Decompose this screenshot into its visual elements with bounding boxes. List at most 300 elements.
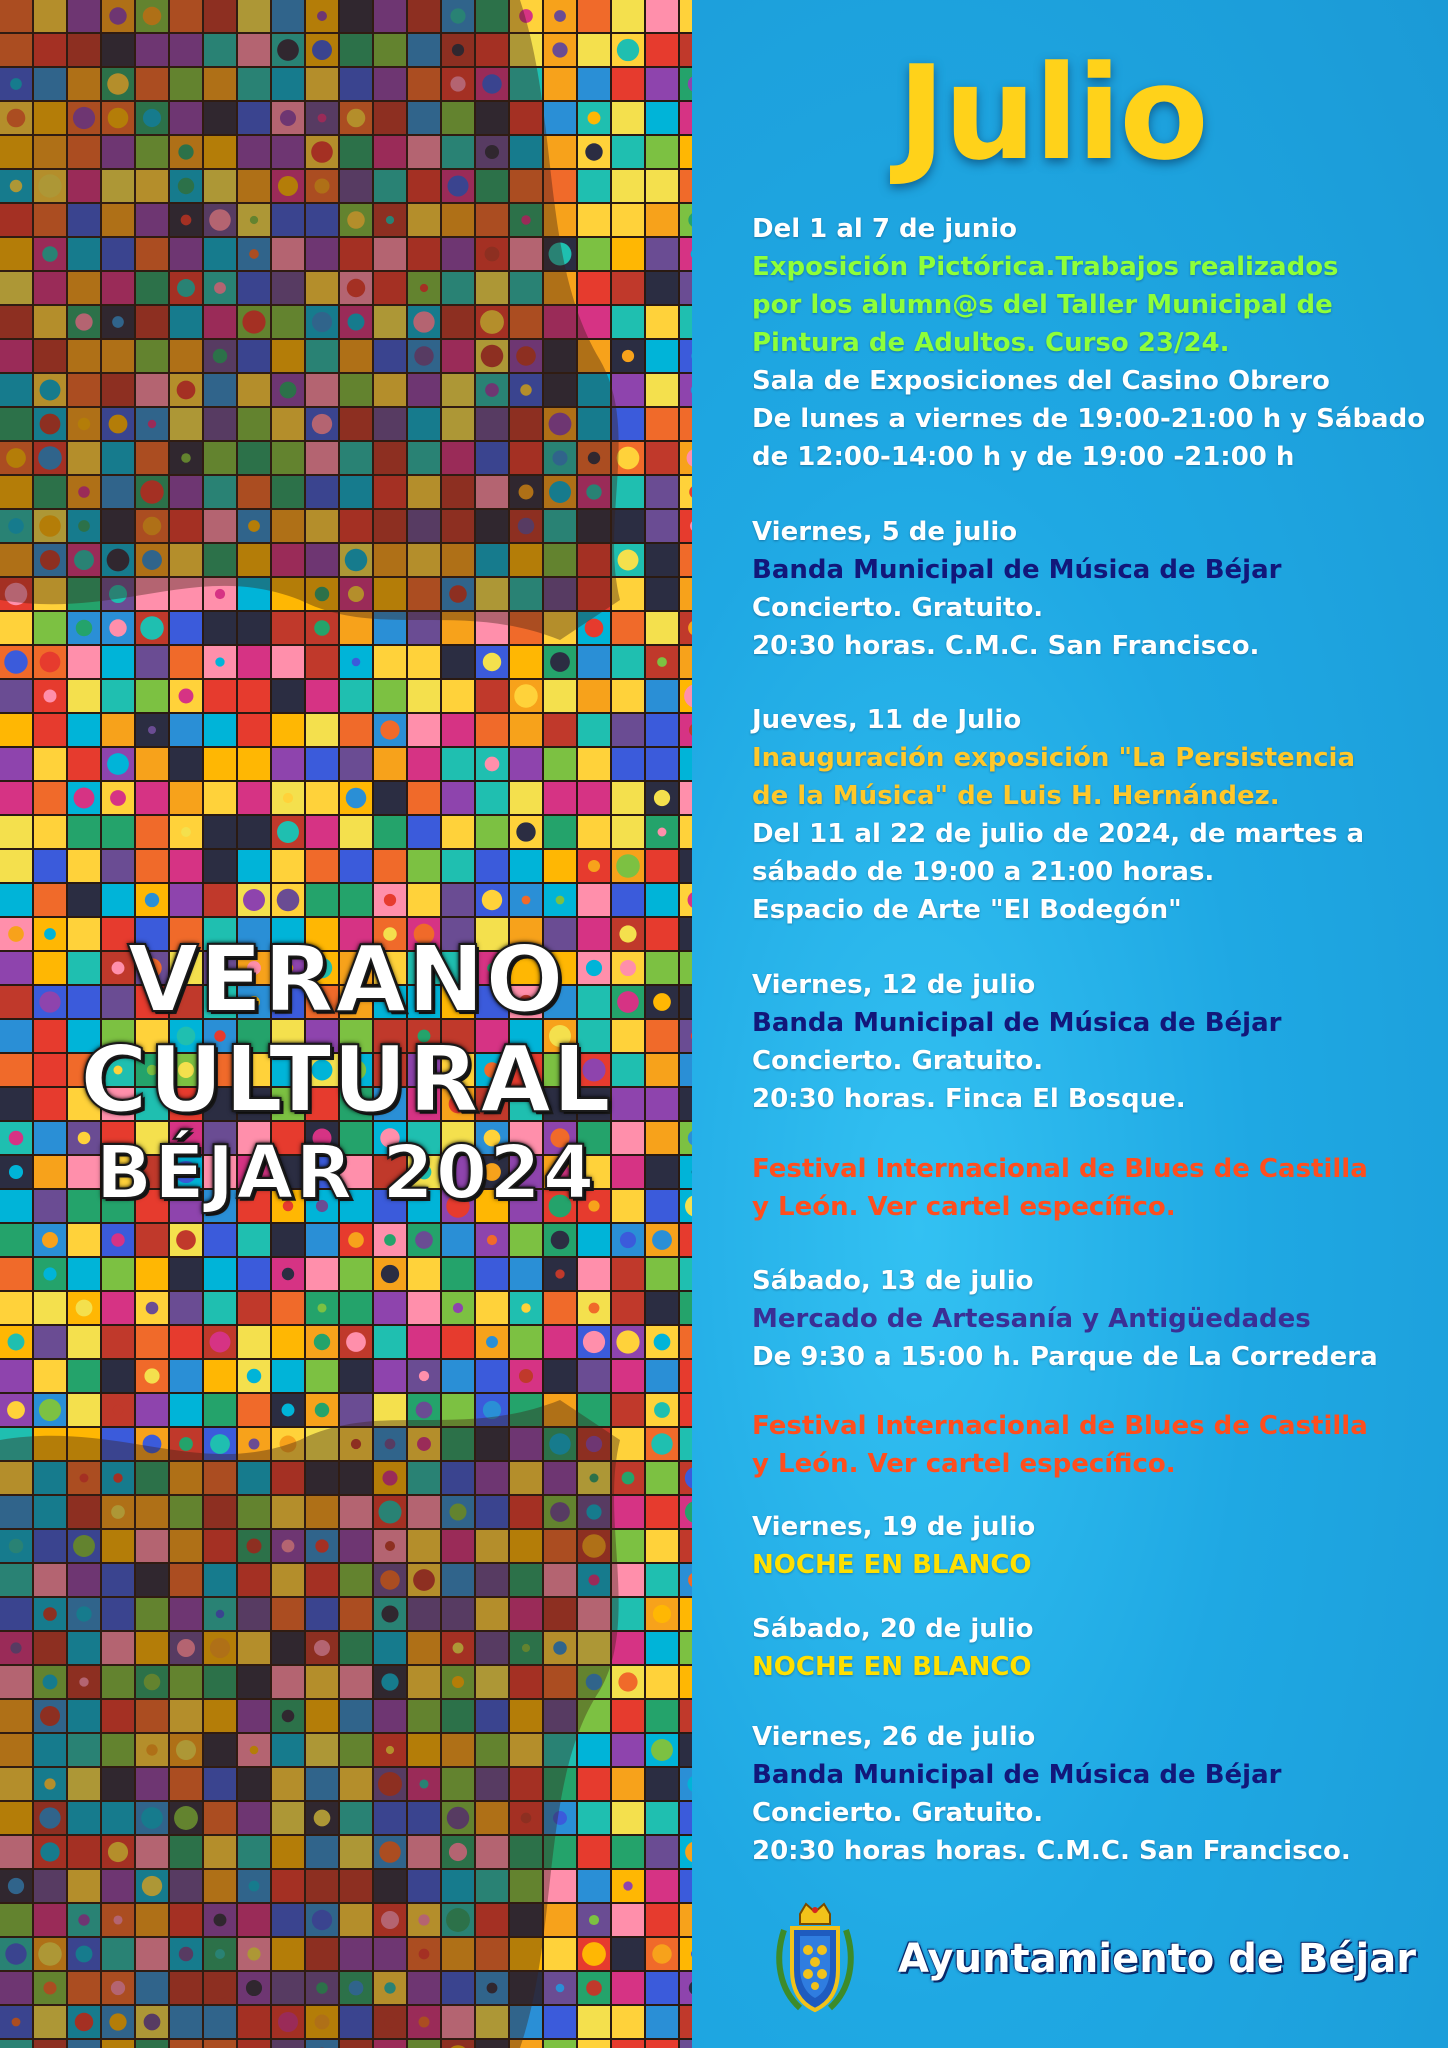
mosaic-dot xyxy=(550,652,570,672)
mosaic-tile xyxy=(646,408,678,440)
mosaic-tile xyxy=(408,850,440,882)
mosaic-tile xyxy=(68,1394,100,1426)
mosaic-tile xyxy=(238,1394,270,1426)
event-line: Sábado, 20 de julio xyxy=(752,1614,1034,1644)
mosaic-tile xyxy=(238,1326,270,1358)
mosaic-tile xyxy=(612,1836,644,1868)
mosaic-tile xyxy=(578,1768,610,1800)
mosaic-tile xyxy=(34,1360,66,1392)
mosaic-dot xyxy=(654,1334,671,1351)
mosaic-tile xyxy=(34,1326,66,1358)
mosaic-tile xyxy=(646,0,678,32)
event-line: Concierto. Gratuito. xyxy=(752,1046,1044,1076)
mosaic-tile xyxy=(646,1768,678,1800)
mosaic-tile xyxy=(646,476,678,508)
mosaic-dot xyxy=(210,1332,231,1353)
mosaic-tile xyxy=(680,1530,692,1562)
mosaic-tile xyxy=(680,2040,692,2048)
mosaic-dot xyxy=(76,620,92,636)
mosaic-tile xyxy=(0,1258,32,1290)
mosaic-tile xyxy=(646,1700,678,1732)
mosaic-tile xyxy=(204,1258,236,1290)
mosaic-tile xyxy=(680,1802,692,1834)
mosaic-dot xyxy=(419,1371,429,1381)
mosaic-tile xyxy=(476,1360,508,1392)
mosaic-dot xyxy=(109,721,128,740)
mosaic-dot xyxy=(109,619,126,636)
mosaic-tile xyxy=(646,850,678,882)
mosaic-dot xyxy=(176,1230,196,1250)
mosaic-tile xyxy=(306,884,338,916)
mosaic-tile xyxy=(578,816,610,848)
mosaic-dot xyxy=(415,1231,433,1249)
mosaic-tile xyxy=(272,714,304,746)
mosaic-tile xyxy=(680,1292,692,1324)
mosaic-dot xyxy=(618,550,639,571)
mosaic-tile xyxy=(646,442,678,474)
mosaic-dot xyxy=(8,1334,25,1351)
mosaic-tile xyxy=(442,816,474,848)
mosaic-tile xyxy=(646,170,678,202)
mosaic-tile xyxy=(544,1938,576,1970)
event-banda-26-julio xyxy=(752,1718,1442,1870)
mosaic-tile xyxy=(34,850,66,882)
mosaic-tile xyxy=(578,680,610,712)
event-line: Espacio de Arte "El Bodegón" xyxy=(752,895,1182,925)
mosaic-tile xyxy=(374,748,406,780)
mosaic-tile xyxy=(680,1598,692,1630)
event-line: Sala de Exposiciones del Casino Obrero xyxy=(752,366,1330,396)
mosaic-tile xyxy=(680,306,692,338)
mosaic-dot xyxy=(589,1303,600,1314)
event-line: Exposición Pictórica.Trabajos realizados xyxy=(752,252,1339,282)
mosaic-tile xyxy=(578,748,610,780)
mosaic-tile xyxy=(646,1530,678,1562)
mosaic-tile xyxy=(680,0,692,32)
mosaic-tile xyxy=(612,1904,644,1936)
mosaic-tile xyxy=(476,782,508,814)
mosaic-tile xyxy=(170,850,202,882)
mosaic-dot xyxy=(652,1944,671,1963)
mosaic-tile xyxy=(544,1904,576,1936)
mosaic-dot xyxy=(282,1404,295,1417)
mosaic-tile xyxy=(612,2040,644,2048)
mosaic-tile xyxy=(0,1224,32,1256)
mosaic-tile xyxy=(578,714,610,746)
mosaic-dot xyxy=(623,1881,632,1890)
mosaic-dot xyxy=(551,1231,570,1250)
mosaic-dot xyxy=(519,1369,533,1383)
mosaic-tile xyxy=(204,816,236,848)
mosaic-dot xyxy=(148,726,156,734)
event-line: Del 11 al 22 de julio de 2024, de martes a xyxy=(752,819,1365,849)
mosaic-dot xyxy=(588,112,601,125)
event-line: Inauguración exposición "La Persistencia xyxy=(752,743,1356,773)
mosaic-tile xyxy=(612,170,644,202)
mosaic-tile xyxy=(544,2040,576,2048)
bejar-coat-of-arms-icon xyxy=(770,1900,860,2020)
mosaic-tile xyxy=(646,1666,678,1698)
mosaic-tile xyxy=(510,1326,542,1358)
mosaic-tile xyxy=(680,782,692,814)
mosaic-dot xyxy=(107,753,129,775)
mosaic-tile xyxy=(680,272,692,304)
mosaic-dot xyxy=(555,79,564,88)
mosaic-tile xyxy=(306,646,338,678)
event-line: 20:30 horas. C.M.C. San Francisco. xyxy=(752,631,1260,661)
mosaic-tile xyxy=(680,34,692,66)
event-line: Viernes, 19 de julio xyxy=(752,1512,1036,1542)
mosaic-dot xyxy=(243,889,265,911)
mosaic-tile xyxy=(680,374,692,406)
mosaic-tile xyxy=(68,816,100,848)
mosaic-dot xyxy=(210,1434,230,1454)
mosaic-tile xyxy=(340,816,372,848)
mosaic-tile xyxy=(204,1360,236,1392)
mosaic-tile xyxy=(170,1394,202,1426)
mosaic-tile xyxy=(408,782,440,814)
mosaic-tile xyxy=(204,850,236,882)
mosaic-dot xyxy=(11,861,22,872)
mosaic-dot xyxy=(617,39,639,61)
event-festival-blues-1 xyxy=(752,1150,1442,1226)
mosaic-dot xyxy=(314,1334,330,1350)
event-line: Banda Municipal de Música de Béjar xyxy=(752,555,1282,585)
mosaic-tile xyxy=(238,1258,270,1290)
mosaic-tile xyxy=(272,850,304,882)
mosaic-tile xyxy=(612,1734,644,1766)
mosaic-tile xyxy=(170,782,202,814)
mosaic-tile xyxy=(68,1360,100,1392)
mosaic-tile xyxy=(544,714,576,746)
mosaic-dot xyxy=(145,859,160,874)
mosaic-tile xyxy=(680,1700,692,1732)
mosaic-tile xyxy=(646,578,678,610)
mosaic-tile xyxy=(238,714,270,746)
mosaic-dot xyxy=(453,1303,463,1313)
mosaic-dot xyxy=(113,1405,123,1415)
mosaic-tile xyxy=(578,0,610,32)
mosaic-tile xyxy=(578,1224,610,1256)
mosaic-tile xyxy=(136,1326,168,1358)
mosaic-dot xyxy=(516,822,535,841)
mosaic-dot xyxy=(111,1233,124,1246)
mosaic-tile xyxy=(646,1836,678,1868)
mosaic-tile xyxy=(204,884,236,916)
mosaic-tile xyxy=(612,646,644,678)
mosaic-tile xyxy=(68,1326,100,1358)
mosaic-tile xyxy=(680,1360,692,1392)
mosaic-tile xyxy=(544,1326,576,1358)
mosaic-dot xyxy=(617,447,640,470)
event-noche-blanco-19 xyxy=(752,1508,1442,1584)
mosaic-dot xyxy=(346,788,367,809)
mosaic-tile xyxy=(680,646,692,678)
mosaic-tile xyxy=(646,1292,678,1324)
mosaic-dot xyxy=(521,1303,530,1312)
event-line: Viernes, 5 de julio xyxy=(752,517,1018,547)
mosaic-dot xyxy=(44,690,57,703)
mosaic-tile xyxy=(408,1258,440,1290)
mosaic-tile xyxy=(340,1360,372,1392)
mosaic-tile xyxy=(646,1904,678,1936)
event-banda-12-julio xyxy=(752,966,1442,1118)
event-line: Sábado, 13 de julio xyxy=(752,1266,1034,1296)
mosaic-tile xyxy=(578,238,610,270)
mosaic-tile xyxy=(612,238,644,270)
event-line: Concierto. Gratuito. xyxy=(752,1798,1044,1828)
mosaic-dot xyxy=(652,1230,672,1250)
mosaic-tile xyxy=(612,272,644,304)
mosaic-tile xyxy=(408,1292,440,1324)
face-silhouette-top xyxy=(0,0,620,640)
mosaic-dot xyxy=(215,589,225,599)
mosaic-dot xyxy=(620,1232,636,1248)
mosaic-tile xyxy=(408,816,440,848)
mosaic-tile xyxy=(34,782,66,814)
mosaic-tile xyxy=(612,102,644,134)
mosaic-tile xyxy=(646,102,678,134)
mosaic-tile xyxy=(442,1224,474,1256)
mosaic-dot xyxy=(283,793,293,803)
mosaic-tile xyxy=(646,884,678,916)
mosaic-tile xyxy=(612,68,644,100)
mosaic-tile xyxy=(136,1224,168,1256)
mosaic-tile xyxy=(204,748,236,780)
mosaic-tile xyxy=(340,1258,372,1290)
mosaic-tile xyxy=(646,238,678,270)
mosaic-tile xyxy=(272,646,304,678)
mosaic-tile xyxy=(612,884,644,916)
footer-institution-name: Ayuntamiento de Béjar xyxy=(898,1936,1416,1982)
mosaic-dot xyxy=(352,658,361,667)
title-line-verano: VERANO xyxy=(127,926,565,1033)
mosaic-tile xyxy=(612,748,644,780)
mosaic-tile xyxy=(102,1360,134,1392)
mosaic-dot xyxy=(486,1336,498,1348)
mosaic-dot xyxy=(74,788,95,809)
mosaic-dot xyxy=(277,821,299,843)
mosaic-dot xyxy=(554,10,566,22)
title-line-cultural: CULTURAL xyxy=(80,1026,612,1133)
mosaic-tile xyxy=(510,1224,542,1256)
mosaic-tile xyxy=(646,1258,678,1290)
mosaic-dot xyxy=(315,1403,329,1417)
mosaic-tile xyxy=(680,578,692,610)
mosaic-tile xyxy=(408,748,440,780)
mosaic-tile xyxy=(102,884,134,916)
mosaic-dot xyxy=(247,1369,261,1383)
mosaic-tile xyxy=(476,680,508,712)
mosaic-tile xyxy=(646,1870,678,1902)
mosaic-tile xyxy=(680,816,692,848)
mosaic-tile xyxy=(68,1224,100,1256)
mosaic-tile xyxy=(646,1564,678,1596)
mosaic-tile xyxy=(578,204,610,236)
mosaic-tile xyxy=(170,612,202,644)
mosaic-tile xyxy=(612,1394,644,1426)
mosaic-dot xyxy=(76,1300,93,1317)
mosaic-dot xyxy=(380,720,399,739)
mosaic-tile xyxy=(680,2006,692,2038)
mosaic-tile xyxy=(408,680,440,712)
mosaic-tile xyxy=(680,1326,692,1358)
mosaic-tile xyxy=(374,850,406,882)
mosaic-tile xyxy=(442,1360,474,1392)
mosaic-tile xyxy=(204,612,236,644)
mosaic-dot xyxy=(317,1303,326,1312)
mosaic-tile xyxy=(204,1394,236,1426)
mosaic-tile xyxy=(0,680,32,712)
title-line-bejar-2024: BÉJAR 2024 xyxy=(95,1130,597,1216)
mosaic-tile xyxy=(612,2006,644,2038)
mosaic-tile xyxy=(680,850,692,882)
mosaic-dot xyxy=(482,890,502,910)
mosaic-tile xyxy=(578,884,610,916)
mosaic-dot xyxy=(144,1368,159,1383)
mosaic-tile xyxy=(612,1530,644,1562)
mosaic-tile xyxy=(544,102,576,134)
mosaic-dot xyxy=(585,143,602,160)
mosaic-dot xyxy=(384,1234,396,1246)
mosaic-tile xyxy=(374,816,406,848)
mosaic-tile xyxy=(612,1802,644,1834)
mosaic-dot xyxy=(347,891,365,909)
mosaic-tile xyxy=(680,1938,692,1970)
mosaic-tile xyxy=(34,1292,66,1324)
mosaic-tile xyxy=(646,374,678,406)
mosaic-tile xyxy=(578,1258,610,1290)
mosaic-dot xyxy=(277,889,300,912)
mosaic-tile xyxy=(612,1632,644,1664)
mosaic-dot xyxy=(589,1915,599,1925)
mosaic-dot xyxy=(589,1881,599,1891)
mosaic-tile xyxy=(374,680,406,712)
mosaic-tile xyxy=(612,782,644,814)
mosaic-dot xyxy=(110,790,126,806)
mosaic-tile xyxy=(204,1224,236,1256)
event-line: sábado de 19:00 a 21:00 horas. xyxy=(752,857,1215,887)
mosaic-tile xyxy=(374,1326,406,1358)
event-exposicion-pictorica xyxy=(752,210,1442,476)
mosaic-tile xyxy=(544,850,576,882)
mosaic-dot xyxy=(622,1472,635,1485)
month-heading: Julio xyxy=(897,37,1207,189)
mosaic-tile xyxy=(612,1972,644,2004)
mosaic-dot xyxy=(651,1433,672,1454)
mosaic-tile xyxy=(340,1292,372,1324)
mosaic-tile xyxy=(374,1360,406,1392)
mosaic-tile xyxy=(0,782,32,814)
event-line: 20:30 horas. Finca El Bosque. xyxy=(752,1084,1186,1114)
mosaic-tile xyxy=(374,782,406,814)
mosaic-dot xyxy=(588,860,600,872)
mosaic-tile xyxy=(476,1258,508,1290)
event-line: Festival Internacional de Blues de Castilla xyxy=(752,1154,1368,1184)
mosaic-dot xyxy=(7,1401,25,1419)
mosaic-tile xyxy=(34,612,66,644)
mosaic-tile xyxy=(544,680,576,712)
mosaic-dot xyxy=(483,653,501,671)
mosaic-dot xyxy=(39,1399,61,1421)
mosaic-tile xyxy=(408,884,440,916)
mosaic-tile xyxy=(646,204,678,236)
event-festival-blues-2 xyxy=(752,1407,1442,1483)
event-line: de 12:00-14:00 h y de 19:00 -21:00 h xyxy=(752,442,1295,472)
mosaic-tile xyxy=(476,850,508,882)
mosaic-tile xyxy=(102,1326,134,1358)
mosaic-tile xyxy=(442,1258,474,1290)
mosaic-tile xyxy=(68,680,100,712)
event-line: por los alumn@s del Taller Municipal de xyxy=(752,290,1333,320)
mosaic-tile xyxy=(578,272,610,304)
mosaic-tile xyxy=(544,782,576,814)
mosaic-tile xyxy=(680,1258,692,1290)
mosaic-tile xyxy=(68,646,100,678)
mosaic-tile xyxy=(646,68,678,100)
event-line: Pintura de Adultos. Curso 23/24. xyxy=(752,328,1230,358)
mosaic-tile xyxy=(442,646,474,678)
mosaic-tile xyxy=(510,782,542,814)
mosaic-tile xyxy=(0,1360,32,1392)
mosaic-dot xyxy=(616,1330,639,1353)
mosaic-tile xyxy=(340,1394,372,1426)
mosaic-tile xyxy=(272,612,304,644)
mosaic-tile xyxy=(442,714,474,746)
mosaic-dot xyxy=(146,1302,159,1315)
mosaic-tile xyxy=(170,884,202,916)
mosaic-tile xyxy=(680,1632,692,1664)
mosaic-tile xyxy=(374,646,406,678)
mosaic-tile xyxy=(238,1224,270,1256)
event-banda-5-julio xyxy=(752,513,1442,665)
mosaic-tile xyxy=(476,714,508,746)
mosaic-tile xyxy=(612,0,644,32)
mosaic-tile xyxy=(612,612,644,644)
mosaic-tile xyxy=(68,1258,100,1290)
mosaic-tile xyxy=(340,748,372,780)
mosaic-tile xyxy=(646,306,678,338)
mosaic-tile xyxy=(646,714,678,746)
mosaic-tile xyxy=(408,1326,440,1358)
mosaic-tile xyxy=(578,1734,610,1766)
mosaic-tile xyxy=(612,714,644,746)
mosaic-dot xyxy=(346,1332,366,1352)
mosaic-tile xyxy=(34,816,66,848)
mosaic-tile xyxy=(680,102,692,134)
mosaic-tile xyxy=(68,748,100,780)
mosaic-tile xyxy=(170,748,202,780)
mosaic-tile xyxy=(646,680,678,712)
mosaic-tile xyxy=(578,68,610,100)
mosaic-tile xyxy=(612,374,644,406)
mosaic-dot xyxy=(146,690,157,701)
mosaic-tile xyxy=(612,136,644,168)
mosaic-tile xyxy=(646,136,678,168)
mosaic-dot xyxy=(384,894,396,906)
mosaic-tile xyxy=(646,612,678,644)
mosaic-tile xyxy=(442,850,474,882)
mosaic-tile xyxy=(442,1326,474,1358)
mosaic-tile xyxy=(544,748,576,780)
mosaic-tile xyxy=(238,646,270,678)
mosaic-tile xyxy=(102,1258,134,1290)
mosaic-tile xyxy=(272,1292,304,1324)
mosaic-tile xyxy=(442,884,474,916)
mosaic-tile xyxy=(646,2040,678,2048)
mosaic-tile xyxy=(680,748,692,780)
mosaic-tile xyxy=(272,1326,304,1358)
